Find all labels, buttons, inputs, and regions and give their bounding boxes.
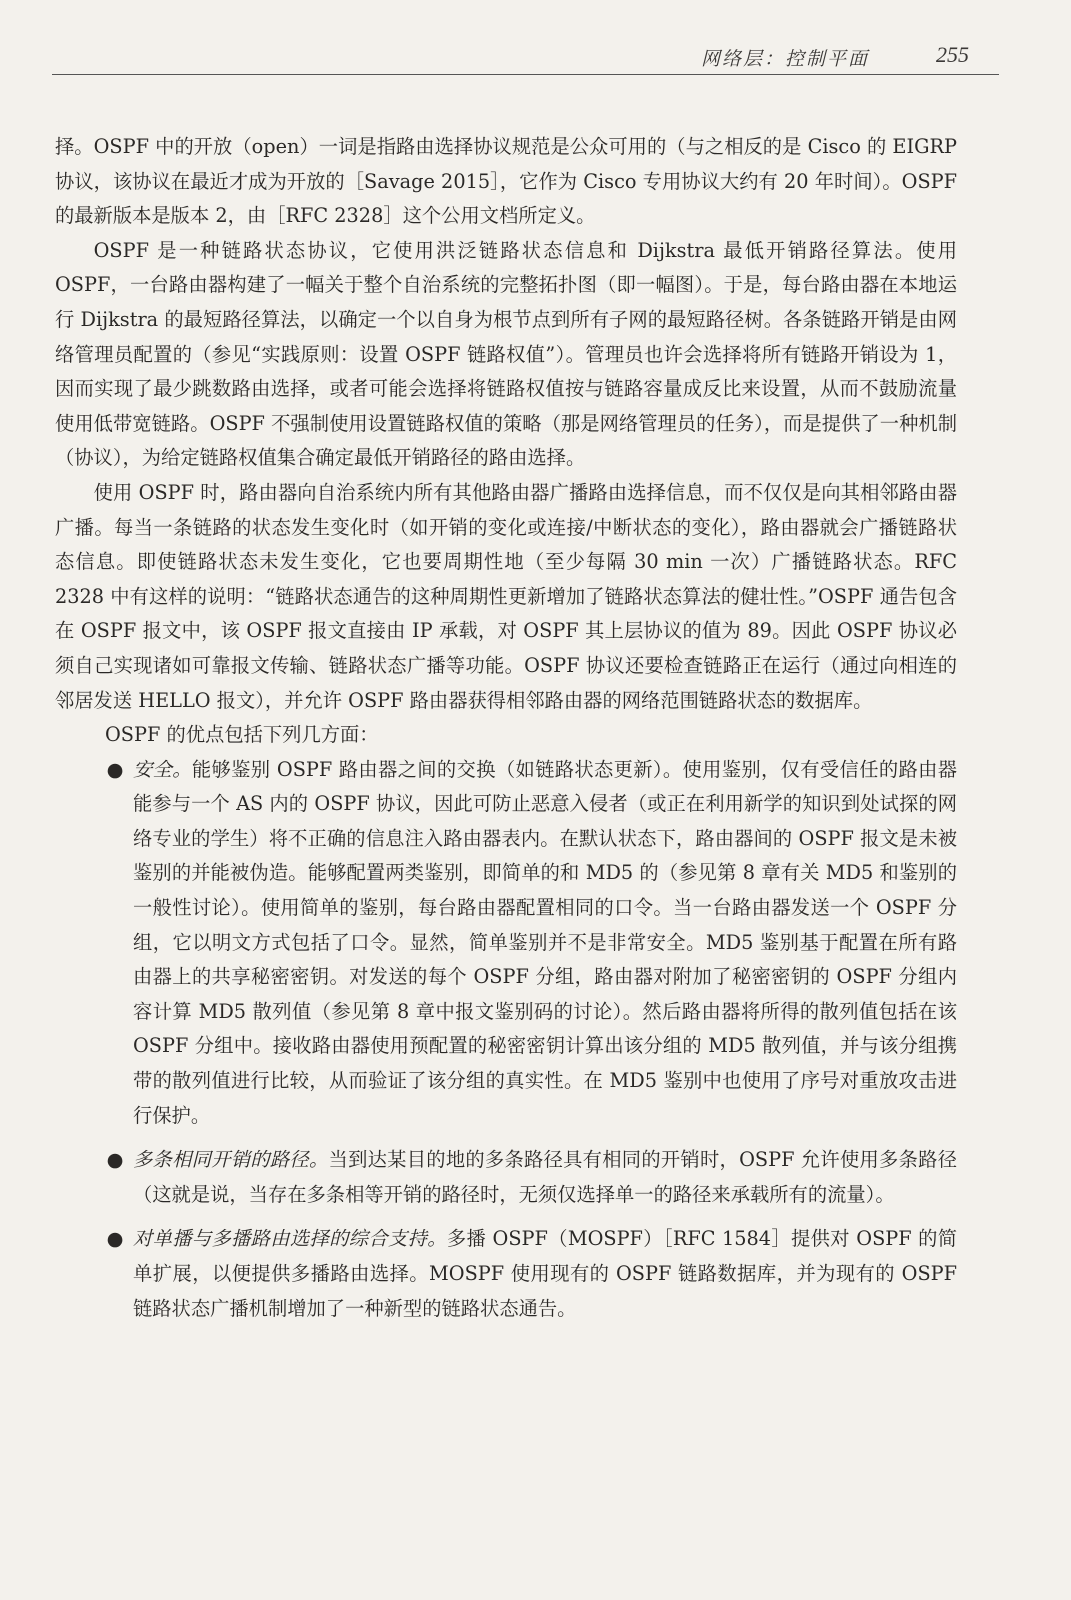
paragraph-continuation: 择。OSPF 中的开放（open）一词是指路由选择协议规范是公众可用的（与之相反的是 Cisco 的 EIGRP 协议，该协议在最近才成为开放的［Savage 2015］，它作为 Cisco 专用协议大约有 20 年时间）。OSPF 的最新版本是版本 2，由［RFC 2328］这个公用文档所定义。 <box>55 135 957 228</box>
bullet-title: 对单播与多播路由选择的综合支持。 <box>133 1227 447 1251</box>
bullet-title: 多条相同开销的路径。 <box>133 1148 329 1172</box>
advantages-intro: OSPF 的优点包括下列几方面： <box>105 723 379 747</box>
bullet-title: 安全。 <box>133 757 192 781</box>
bullet-icon: ● <box>106 1148 124 1172</box>
bullet-text: 当到达某目的地的多条路径具有相同的开销时，OSPF 允许使用多条路径（这就是说，当存在多条相等开销的路径时，无须仅选择单一的路径来承载所有的流量）。 <box>133 1148 957 1206</box>
list-item-equal-cost-paths <box>55 1143 957 1212</box>
paragraph-link-state: OSPF 是一种链路状态协议，它使用洪泛链路状态信息和 Dijkstra 最低开销路径算法。使用 OSPF，一台路由器构建了一幅关于整个自治系统的完整拓扑图（即一幅图）。于是，每台路由器在本地运行 Dijkstra 的最短路径算法，以确定一个以自身为根节点到所有子网的最短路径树。各条链路开销是由网络管理员配置的（参见“实践原则：设置 OSPF 链路权值”）。管理员也许会选择将所有链路开销设为 1，因而实现了最少跳数路由选择，或者可能会选择将链路权值按与链路容量成反比来设置，从而不鼓励流量使用低带宽链路。OSPF 不强制使用设置链路权值的策略（那是网络管理员的任务），而是提供了一种机制（协议），为给定链路权值集合确定最低开销路径的路由选择。 <box>55 238 957 470</box>
chapter-title: 网络层：控制平面 <box>700 48 869 70</box>
bullet-text: 能够鉴别 OSPF 路由器之间的交换（如链路状态更新）。使用鉴别，仅有受信任的路由器能参与一个 AS 内的 OSPF 协议，因此可防止恶意入侵者（或正在利用新学的知识到处试探的网络专业的学生）将不正确的信息注入路由器表内。在默认状态下，路由器间的 OSPF 报文是未被鉴别的并能被伪造。能够配置两类鉴别，即简单的和 MD5 的（参见第 8 章有关 MD5 和鉴别的一般性讨论）。使用简单的鉴别，每台路由器配置相同的口令。当一台路由器发送一个 OSPF 分组，它以明文方式包括了口令。显然，简单鉴别并不是非常安全。MD5 鉴别基于配置在所有路由器上的共享秘密密钥。对发送的每个 OSPF 分组，路由器对附加了秘密密钥的 OSPF 分组内容计算 MD5 散列值（参见第 8 章中报文鉴别码的讨论）。然后路由器将所得的散列值包括在该 OSPF 分组中。接收路由器使用预配置的秘密密钥计算出该分组的 MD5 散列值，并与该分组携带的散列值进行比较，从而验证了该分组的真实性。在 MD5 鉴别中也使用了序号对重放攻击进行保护。 <box>133 757 958 1127</box>
bullet-text: 多播 OSPF（MOSPF）［RFC 1584］提供对 OSPF 的简单扩展，以便提供多播路由选择。MOSPF 使用现有的 OSPF 链路数据库，并为现有的 OSPF 链路状态广播机制增加了一种新型的链路状态通告。 <box>133 1227 958 1320</box>
list-item-multicast <box>55 1222 957 1326</box>
page-number: 255 <box>936 42 969 67</box>
paragraph-broadcast: 使用 OSPF 时，路由器向自治系统内所有其他路由器广播路由选择信息，而不仅仅是向其相邻路由器广播。每当一条链路的状态发生变化时（如开销的变化或连接/中断状态的变化），路由器就会广播链路状态信息。即使链路状态未发生变化，它也要周期性地（至少每隔 30 min 一次）广播链路状态。RFC 2328 中有这样的说明：“链路状态通告的这种周期性更新增加了链路状态算法的健壮性。”OSPF 通告包含在 OSPF 报文中，该 OSPF 报文直接由 IP 承载，对 OSPF 其上层协议的值为 89。因此 OSPF 协议必须自己实现诸如可靠报文传输、链路状态广播等功能。OSPF 协议还要检查链路正在运行（通过向相连的邻居发送 HELLO 报文），并允许 OSPF 路由器获得相邻路由器的网络范围链路状态的数据库。 <box>55 480 957 712</box>
running-header <box>52 36 999 75</box>
bullet-icon: ● <box>106 757 124 781</box>
advantages-list <box>55 753 957 1327</box>
bullet-icon: ● <box>106 1227 124 1251</box>
body-text <box>55 130 957 1336</box>
list-item-security <box>55 753 957 1134</box>
